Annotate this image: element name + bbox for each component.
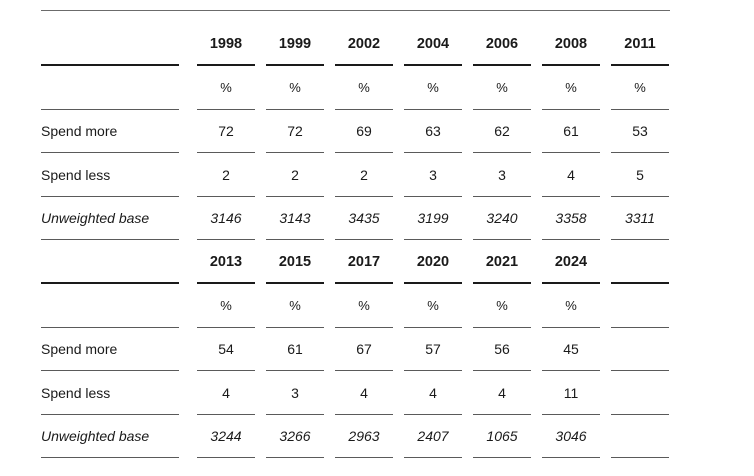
- value-cell: 2963: [335, 414, 393, 458]
- value-cell: 4: [335, 371, 393, 415]
- value-cell: 54: [197, 327, 255, 371]
- value-cell: 53: [611, 109, 669, 153]
- value-cell: 2: [197, 153, 255, 197]
- value-cell: 3266: [266, 414, 324, 458]
- value-cell: [611, 414, 669, 458]
- value-cell: 3199: [404, 196, 462, 240]
- table-row: [0, 414, 754, 458]
- value-cell: 63: [404, 109, 462, 153]
- unit-cell: %: [404, 66, 462, 110]
- value-cell: 2407: [404, 414, 462, 458]
- value-cell: 3: [266, 371, 324, 415]
- year-header: 2006: [473, 22, 531, 66]
- unit-cell: %: [611, 66, 669, 110]
- year-header: 2011: [611, 22, 669, 66]
- value-cell: 45: [542, 327, 600, 371]
- unit-cell: %: [266, 66, 324, 110]
- value-cell: 5: [611, 153, 669, 197]
- value-cell: 69: [335, 109, 393, 153]
- value-cell: 3: [404, 153, 462, 197]
- row-label: Unweighted base: [41, 196, 179, 240]
- unit-cell: %: [542, 66, 600, 110]
- value-cell: 4: [404, 371, 462, 415]
- year-header: 2002: [335, 22, 393, 66]
- unit-cell: %: [542, 284, 600, 328]
- value-cell: 2: [335, 153, 393, 197]
- value-cell: 72: [266, 109, 324, 153]
- year-header: 2021: [473, 240, 531, 284]
- value-cell: 3143: [266, 196, 324, 240]
- header-label-cell: [41, 240, 179, 284]
- year-header: 2024: [542, 240, 600, 284]
- value-cell: 3146: [197, 196, 255, 240]
- value-cell: 3244: [197, 414, 255, 458]
- value-cell: 4: [197, 371, 255, 415]
- value-cell: 3046: [542, 414, 600, 458]
- year-header: 1998: [197, 22, 255, 66]
- unit-cell: %: [473, 66, 531, 110]
- value-cell: 3: [473, 153, 531, 197]
- unit-label-cell: [41, 284, 179, 328]
- year-header: 2020: [404, 240, 462, 284]
- year-header: 2017: [335, 240, 393, 284]
- table-row: [0, 153, 754, 197]
- value-cell: 1065: [473, 414, 531, 458]
- value-cell: 62: [473, 109, 531, 153]
- unit-cell: %: [197, 284, 255, 328]
- row-label: Spend less: [41, 153, 179, 197]
- table-row: [0, 109, 754, 153]
- value-cell: 72: [197, 109, 255, 153]
- year-header-row: [0, 240, 754, 284]
- unit-cell: %: [335, 66, 393, 110]
- value-cell: 61: [266, 327, 324, 371]
- value-cell: 2: [266, 153, 324, 197]
- table-row: [0, 371, 754, 415]
- row-label: Spend more: [41, 109, 179, 153]
- year-header: 2008: [542, 22, 600, 66]
- value-cell: 3311: [611, 196, 669, 240]
- unit-cell: %: [404, 284, 462, 328]
- row-label: Spend more: [41, 327, 179, 371]
- year-header: 2015: [266, 240, 324, 284]
- value-cell: 3435: [335, 196, 393, 240]
- unit-cell: %: [473, 284, 531, 328]
- unit-cell: [611, 284, 669, 328]
- value-cell: 56: [473, 327, 531, 371]
- unit-cell: %: [335, 284, 393, 328]
- table-row: [0, 196, 754, 240]
- unit-cell: %: [197, 66, 255, 110]
- unit-label-cell: [41, 66, 179, 110]
- value-cell: 67: [335, 327, 393, 371]
- value-cell: [611, 327, 669, 371]
- value-cell: 11: [542, 371, 600, 415]
- value-cell: 3240: [473, 196, 531, 240]
- value-cell: [611, 371, 669, 415]
- unit-cell: %: [266, 284, 324, 328]
- unit-row: [0, 284, 754, 328]
- year-header: 1999: [266, 22, 324, 66]
- row-label: Unweighted base: [41, 414, 179, 458]
- header-label-cell: [41, 22, 179, 66]
- year-header-row: [0, 22, 754, 66]
- row-label: Spend less: [41, 371, 179, 415]
- value-cell: 4: [542, 153, 600, 197]
- value-cell: 57: [404, 327, 462, 371]
- year-header: [611, 240, 669, 284]
- table-row: [0, 327, 754, 371]
- value-cell: 3358: [542, 196, 600, 240]
- table-top-rule: [41, 10, 670, 11]
- value-cell: 4: [473, 371, 531, 415]
- value-cell: 61: [542, 109, 600, 153]
- year-header: 2004: [404, 22, 462, 66]
- year-header: 2013: [197, 240, 255, 284]
- unit-row: [0, 66, 754, 110]
